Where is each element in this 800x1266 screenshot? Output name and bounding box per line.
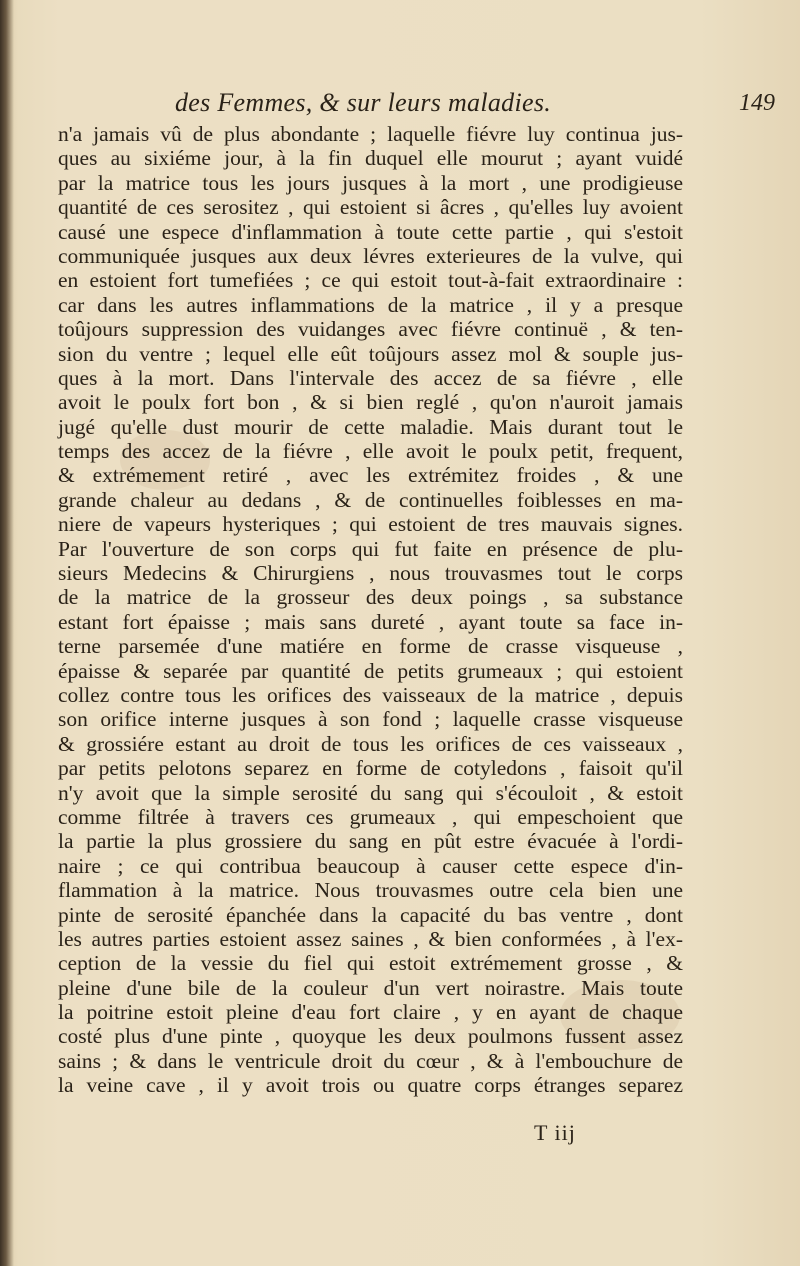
- text-line: naire ; ce qui contribua beaucoup à causer cette espece d'in-: [58, 853, 683, 878]
- text-line: son orifice interne jusques à son fond ; laquelle crasse visqueuse: [58, 707, 683, 732]
- text-line: ception de la vessie du fiel qui estoit extrémement grosse , &: [58, 951, 683, 976]
- text-line: les autres parties estoient assez saines , & bien conformées , à l'ex-: [58, 926, 683, 951]
- text-line: ques au sixiéme jour, à la fin duquel elle mourut ; ayant vuidé: [58, 146, 683, 171]
- text-line: toûjours suppression des vuidanges avec fiévre continuë , & ten-: [58, 317, 683, 342]
- text-line: de la matrice de la grosseur des deux poings , sa substance: [58, 585, 683, 610]
- text-line: niere de vapeurs hysteriques ; qui estoient de tres mauvais signes.: [58, 512, 683, 537]
- text-line: sieurs Medecins & Chirurgiens , nous trouvasmes tout le corps: [58, 561, 683, 586]
- text-line: comme filtrée à travers ces grumeaux , qui empeschoient que: [58, 804, 683, 829]
- text-line: par petits pelotons separez en forme de cotyledons , faisoit qu'il: [58, 756, 683, 781]
- text-line: la veine cave , il y avoit trois ou quatre corps étranges separez: [58, 1073, 683, 1098]
- text-line: pleine d'une bile de la couleur d'un vert noirastre. Mais toute: [58, 975, 683, 1000]
- text-line: en estoient fort tumefiées ; ce qui estoit tout-à-fait extraordinaire :: [58, 268, 683, 293]
- body-text: [58, 122, 683, 1098]
- text-line: & grossiére estant au droit de tous les orifices de ces vaisseaux ,: [58, 731, 683, 756]
- text-line: la partie la plus grossiere du sang en pût estre évacuée à l'ordi-: [58, 829, 683, 854]
- text-line: collez contre tous les orifices des vaisseaux de la matrice , depuis: [58, 682, 683, 707]
- binding-shadow: [0, 0, 14, 1266]
- text-line: la poitrine estoit pleine d'eau fort claire , y en ayant de chaque: [58, 1000, 683, 1025]
- text-line: ques à la mort. Dans l'intervale des accez de sa fiévre , elle: [58, 365, 683, 390]
- signature-mark: T iij: [534, 1120, 576, 1145]
- text-line: épaisse & separée par quantité de petits grumeaux ; qui estoient: [58, 658, 683, 683]
- text-line: flammation à la matrice. Nous trouvasmes outre cela bien une: [58, 878, 683, 903]
- page-number: 149: [739, 90, 775, 116]
- text-line: estant fort épaisse ; mais sans dureté , ayant toute sa face in-: [58, 609, 683, 634]
- text-line: Par l'ouverture de son corps qui fut faite en présence de plu-: [58, 536, 683, 561]
- text-line: quantité de ces serositez , qui estoient si âcres , qu'elles luy avoient: [58, 195, 683, 220]
- text-line: car dans les autres inflammations de la matrice , il y a presque: [58, 292, 683, 317]
- text-line: pinte de serosité épanchée dans la capacité du bas ventre , dont: [58, 902, 683, 927]
- text-line: sains ; & dans le ventricule droit du cœur , & à l'embouchure de: [58, 1048, 683, 1073]
- text-line: avoit le poulx fort bon , & si bien reglé , qu'on n'auroit jamais: [58, 390, 683, 415]
- text-line: terne parsemée d'une matiére en forme de crasse visqueuse ,: [58, 634, 683, 659]
- text-line: communiquée jusques aux deux lévres exterieures de la vulve, qui: [58, 243, 683, 268]
- running-title: des Femmes, & sur leurs maladies.: [175, 88, 552, 117]
- text-line: causé une espece d'inflammation à toute cette partie , qui s'estoit: [58, 219, 683, 244]
- text-line: par la matrice tous les jours jusques à la mort , une prodigieuse: [58, 170, 683, 195]
- text-line: temps des accez de la fiévre , elle avoit le poulx petit, frequent,: [58, 439, 683, 464]
- text-line: n'y avoit que la simple serosité du sang qui s'écouloit , & estoit: [58, 780, 683, 805]
- text-line: sion du ventre ; lequel elle eût toûjours assez mol & souple jus-: [58, 341, 683, 366]
- text-line: n'a jamais vû de plus abondante ; laquelle fiévre luy continua jus-: [58, 122, 683, 146]
- text-line: grande chaleur au dedans , & de continuelles foiblesses en ma-: [58, 487, 683, 512]
- text-line: costé plus d'une pinte , quoyque les deux poulmons fussent assez: [58, 1024, 683, 1049]
- text-line: jugé qu'elle dust mourir de cette maladie. Mais durant tout le: [58, 414, 683, 439]
- text-line: & extrémement retiré , avec les extrémitez froides , & une: [58, 463, 683, 488]
